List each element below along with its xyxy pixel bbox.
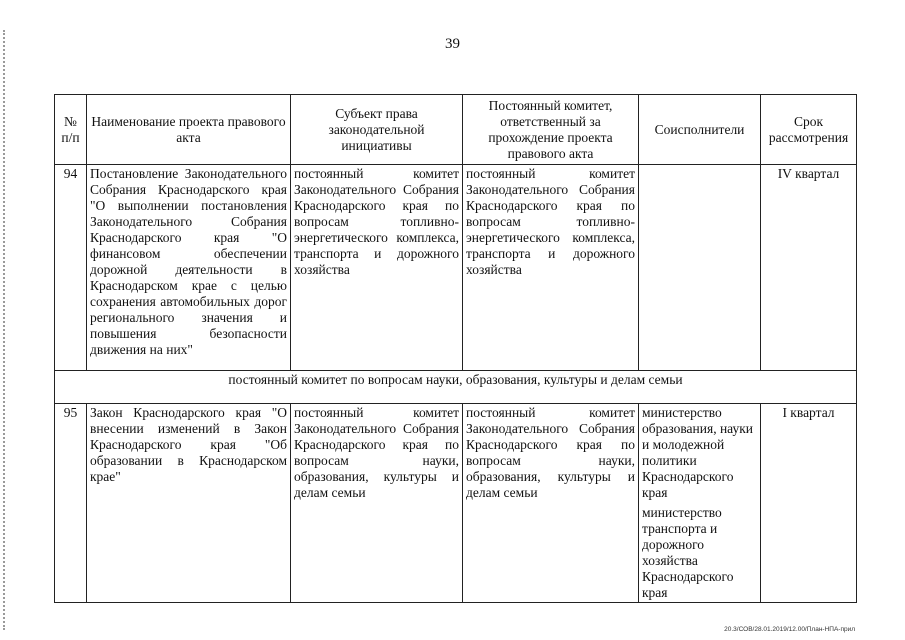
- row94-co-executors: [639, 165, 761, 371]
- section-title: постоянный комитет по вопросам науки, образования, культуры и делам семьи: [55, 371, 857, 404]
- row94-name: Постановление Законодательного Собрания Краснодарского края "О выполнении постановления Законодательного Собрания Краснодарского края "О финансовом обеспечении дорожной деятельности в Краснодарском крае с целью сохранения автомобильных дорог регионального значения и повышения безопасности движения на них": [87, 165, 291, 371]
- row94-subject: постоянный комитет Законодательного Собрания Краснодарского края по вопросам топливно-энергетического комплекса, транспорта и дорожного хозяйства: [291, 165, 463, 371]
- row95-subject: постоянный комитет Законодательного Собрания Краснодарского края по вопросам науки, образования, культуры и делам семьи: [291, 404, 463, 603]
- row95-name: Закон Краснодарского края "О внесении изменений в Закон Краснодарского края "Об образовании в Краснодарском крае": [87, 404, 291, 603]
- row95-co-executors: [639, 404, 761, 603]
- row94-term: IV квартал: [761, 165, 857, 371]
- legislative-plan-table: [54, 94, 857, 603]
- row95-term: I квартал: [761, 404, 857, 603]
- header-term: Срок рассмотрения: [761, 95, 857, 165]
- table-row: [55, 165, 857, 371]
- row95-co-executor-1: министерство образования, науки и молодежной политики Краснодарского края: [642, 405, 754, 500]
- section-header-row: [55, 371, 857, 404]
- header-committee: Постоянный комитет, ответственный за прохождение проекта правового акта: [463, 95, 639, 165]
- binding-margin-marks: [3, 30, 11, 630]
- footer-stamp: 20.3/СОВ/28.01.2019/12.00/План-НПА-прил: [724, 626, 855, 633]
- row95-num: 95: [55, 404, 87, 603]
- row95-committee: постоянный комитет Законодательного Собрания Краснодарского края по вопросам науки, образования, культуры и делам семьи: [463, 404, 639, 603]
- header-co-executors: Соисполнители: [639, 95, 761, 165]
- row94-num: 94: [55, 165, 87, 371]
- header-subject: Субъект права законодательной инициативы: [291, 95, 463, 165]
- row95-co-executor-2: министерство транспорта и дорожного хозяйства Краснодарского края: [642, 505, 734, 600]
- header-name: Наименование проекта правового акта: [87, 95, 291, 165]
- table-header-row: [55, 95, 857, 165]
- header-num: № п/п: [55, 95, 87, 165]
- row94-committee: постоянный комитет Законодательного Собрания Краснодарского края по вопросам топливно-энергетического комплекса, транспорта и дорожного хозяйства: [463, 165, 639, 371]
- page-number: 39: [445, 36, 460, 52]
- table-row: [55, 404, 857, 603]
